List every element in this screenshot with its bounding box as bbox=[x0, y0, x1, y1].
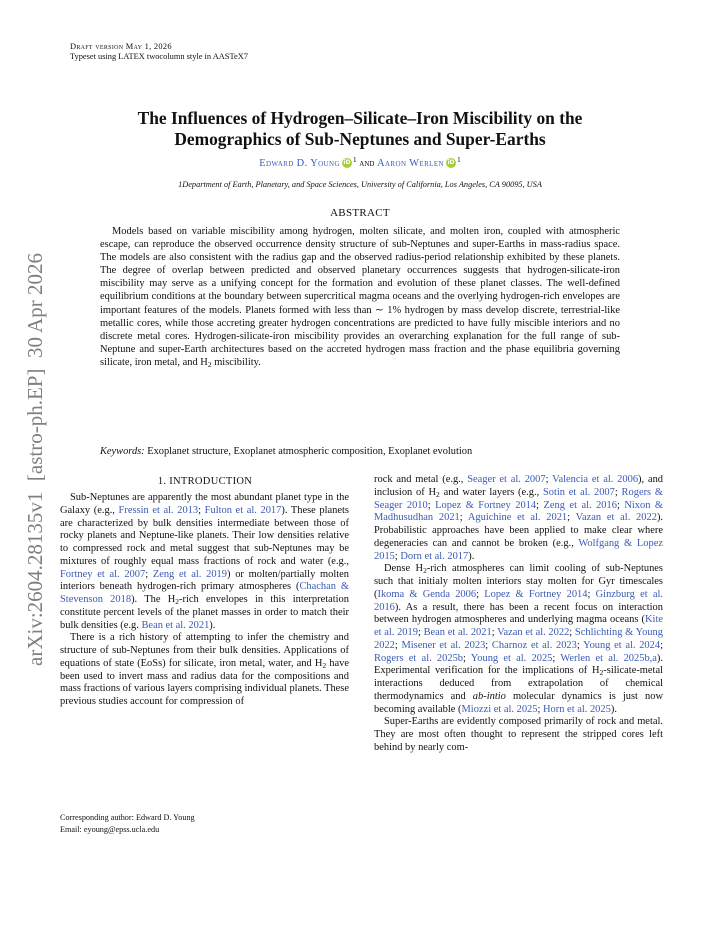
left-column bbox=[60, 492, 349, 709]
citation-link[interactable]: Chachan & Stevenson 2018 bbox=[60, 581, 349, 605]
citation-link[interactable]: Aguichine et al. 2021 bbox=[467, 512, 568, 524]
text-run: ; bbox=[567, 512, 576, 524]
citation-link[interactable]: Zeng et al. 2016 bbox=[543, 499, 617, 511]
citation-link[interactable]: Seager et al. 2007 bbox=[467, 474, 546, 485]
text-run: ; bbox=[394, 550, 401, 562]
author-2-affil-mark: 1 bbox=[456, 155, 461, 164]
subscript: 2 bbox=[322, 660, 327, 670]
citation-link[interactable]: Bean et al. 2021 bbox=[423, 627, 492, 638]
citation-link[interactable]: Bean et al. 2021 bbox=[141, 619, 210, 631]
text-run: ). Experimental verification for the implications of H bbox=[374, 652, 664, 677]
text-run: ; bbox=[576, 639, 584, 651]
text-run: ; bbox=[485, 639, 492, 651]
citation-link[interactable]: Vazan et al. 2022 bbox=[497, 627, 570, 638]
text-run: ; bbox=[394, 639, 402, 651]
corresponding-author: Corresponding author: Edward D. Young bbox=[60, 813, 195, 822]
author-conjunction: and bbox=[359, 158, 375, 169]
citation-link[interactable]: Lopez & Fortney 2014 bbox=[484, 588, 588, 600]
text-run: ) or molten/partially molten interiors beneath hydrogen-rich primary atmospheres ( bbox=[60, 568, 349, 593]
citation-link[interactable]: Charnoz et al. 2023 bbox=[491, 639, 577, 651]
text-run: ; bbox=[459, 512, 468, 524]
abstract-text bbox=[100, 225, 620, 369]
author-line bbox=[90, 155, 630, 169]
citation-link[interactable]: Wolfgang & Lopez 2015 bbox=[374, 537, 663, 562]
citation-link[interactable]: Dorn et al. 2017 bbox=[400, 550, 469, 562]
citation-link[interactable]: Misener et al. 2023 bbox=[401, 639, 486, 651]
draft-version-line bbox=[70, 42, 248, 52]
citation-link[interactable]: Rogers et al. 2025b bbox=[374, 652, 464, 664]
text-run: ; bbox=[614, 486, 622, 498]
author-2-name[interactable]: Aaron Werlen bbox=[377, 158, 444, 169]
citation-link[interactable]: Valencia et al. 2006 bbox=[552, 474, 639, 485]
keywords-list: Exoplanet structure, Exoplanet atmospheric composition, Exoplanet evolution bbox=[144, 446, 473, 457]
text-run: ; bbox=[427, 499, 436, 511]
text-run: molecular dynamics is just now becoming available ( bbox=[374, 690, 663, 715]
typeset-line: Typeset using LATEX twocolumn style in AASTeX7 bbox=[70, 52, 248, 61]
text-run: Super-Earths are evidently composed primarily of rock and metal. They are most often thought to represent the stripped cores left behind by nearly com- bbox=[374, 716, 663, 753]
subscript: 2 bbox=[436, 489, 440, 499]
draft-version-text: Draft version May 1, 2026 bbox=[70, 42, 172, 51]
arxiv-stamp[interactable]: arXiv:2604.28135v1 [astro-ph.EP] 30 Apr 2026 bbox=[23, 253, 47, 666]
author-email[interactable]: Email: eyoung@epss.ucla.edu bbox=[60, 825, 160, 834]
orcid-icon[interactable]: iD bbox=[447, 159, 455, 166]
citation-link[interactable]: Schlichting & Young 2022 bbox=[374, 627, 663, 651]
citation-link[interactable]: Fressin et al. 2013 bbox=[118, 504, 199, 516]
citation-link[interactable]: Sotin et al. 2007 bbox=[542, 486, 615, 498]
text-run: ). As a result, there has been a recent focus on interaction between hydrogen atmospheres and underlying magma oceans ( bbox=[374, 601, 663, 626]
footnote bbox=[60, 812, 350, 836]
text-run: ). bbox=[209, 619, 216, 631]
text-run: ). Probabilistic approaches have been applied to make clear where degeneracies can and cannot be broken (e.g., bbox=[374, 512, 664, 549]
keywords-label: Keywords: bbox=[100, 446, 145, 457]
citation-link[interactable]: Horn et al. 2025 bbox=[543, 703, 611, 715]
text-run: Sub-Neptunes are apparently the most abundant planet type in the Galaxy (e.g., bbox=[60, 492, 349, 516]
text-run: and water layers (e.g., bbox=[439, 486, 543, 498]
text-run: ; bbox=[587, 588, 596, 600]
text-run: have been used to invert mass and radius data for the compositions and mass fractions of various layers comprising individual planets. These previous studies account for compression of bbox=[60, 657, 349, 707]
abstract-end: miscibility. bbox=[211, 356, 261, 368]
citation-link[interactable]: Fortney et al. 2007 bbox=[60, 568, 146, 580]
text-run: ; bbox=[536, 499, 544, 511]
text-run: ; bbox=[417, 627, 424, 638]
author-1-name[interactable]: Edward D. Young bbox=[259, 158, 340, 169]
author-1-affil-mark: 1 bbox=[352, 155, 357, 164]
affiliation: 1Department of Earth, Planetary, and Space Sciences, University of California, Los Angeles, CA 90095, USA bbox=[178, 180, 542, 189]
text-run: ; bbox=[198, 504, 205, 516]
text-run: ; bbox=[552, 652, 561, 664]
citation-link[interactable]: Nixon & Madhusudhan 2021 bbox=[374, 499, 664, 524]
text-run: ; bbox=[537, 703, 543, 715]
text-run: -rich envelopes in this interpretation constitute percent levels of the planet masses in order to match their bulk densities (e.g. bbox=[60, 594, 349, 631]
abstract-subscript: 2 bbox=[207, 359, 212, 369]
text-run: ; bbox=[476, 588, 485, 600]
orcid-icon[interactable]: iD bbox=[343, 159, 351, 166]
paragraph bbox=[374, 716, 663, 754]
citation-link[interactable]: Zeng et al. 2019 bbox=[152, 568, 227, 580]
text-run: ; bbox=[569, 627, 575, 638]
citation-link[interactable]: Rogers & Seager 2010 bbox=[374, 486, 664, 511]
paragraph bbox=[374, 474, 663, 563]
text-run: Dense H bbox=[384, 563, 424, 575]
paragraph bbox=[60, 632, 349, 709]
text-run: ), and inclusion of H bbox=[374, 474, 664, 498]
citation-link[interactable]: Lopez & Fortney 2014 bbox=[435, 499, 537, 511]
paper-title: The Influences of Hydrogen–Silicate–Iron Miscibility on the Demographics of Sub-Neptunes and Super-Earths bbox=[137, 108, 583, 149]
italic-term: ab-intio bbox=[472, 690, 506, 702]
citation-link[interactable]: Ginzburg et al. 2016 bbox=[374, 588, 663, 613]
text-run: ; bbox=[660, 639, 663, 651]
text-run: ). These planets are characterized by bulk densities intermediate between those of rocky planets and Neptune-like planets. Their low densities relative to compressed rock and metal suggest that sub-Neptunes may be mixtures of roughly equal mass fractions of rock and water (e.g., bbox=[60, 504, 349, 567]
text-run: rock and metal (e.g., bbox=[374, 474, 468, 485]
text-run: ; bbox=[616, 499, 625, 511]
right-column bbox=[374, 474, 663, 755]
subscript: 2 bbox=[175, 597, 180, 606]
section-heading: 1. INTRODUCTION bbox=[157, 476, 253, 487]
text-run: ). bbox=[610, 703, 617, 715]
citation-link[interactable]: Young et al. 2024 bbox=[583, 639, 661, 651]
keywords bbox=[100, 446, 620, 457]
abstract-body: Models based on variable miscibility among hydrogen, molten silicate, and molten iron, coupled with atmospheric escape, can reproduce the observed occurrence density structure of sub-Neptunes and super-Earths in mass-radius space. The models are also consistent with the radius gap and the observed radius-period relationship exhibited by these planets. The degree of overlap between predicted and observed planetary occurrences suggests that hydrogen-silicate-iron miscibility may serve as a unifying concept for the formation and evolution of these planet classes. The well-defined equilibrium conditions at the boundary between supercritical magma oceans and the overlying hydrogen-rich envelopes are important features of the models. Planets formed with less than ∼ 1% hydrogen by mass develop discrete, terrestrial-like metallic cores, while those accreting greater hydrogen concentrations are predicted to have fully miscible interiors and no discrete metal cores. Hydrogen-silicate-iron miscibility provides an overarching explanation for the full range of sub-Neptune and super-Earth architectures based on the accreted hydrogen mass fraction and the phase equilibria governing silicate, iron metal, and H bbox=[100, 226, 620, 368]
subscript: 2 bbox=[599, 668, 604, 678]
paragraph bbox=[374, 563, 663, 716]
citation-link[interactable]: Miozzi et al. 2025 bbox=[461, 703, 538, 715]
text-run: ; bbox=[545, 474, 553, 485]
text-run: ; bbox=[145, 568, 153, 580]
paragraph bbox=[60, 492, 349, 632]
text-run: ). The H bbox=[131, 594, 176, 605]
citation-link[interactable]: Vazan et al. 2022 bbox=[575, 512, 657, 524]
citation-link[interactable]: Fulton et al. 2017 bbox=[204, 504, 282, 516]
subscript: 2 bbox=[423, 566, 427, 576]
text-run: ; bbox=[463, 652, 471, 664]
citation-link[interactable]: Werlen et al. 2025b,a bbox=[560, 652, 657, 664]
draft-header bbox=[70, 42, 248, 62]
citation-link[interactable]: Kite et al. 2019 bbox=[374, 614, 663, 638]
citation-link[interactable]: Ikoma & Genda 2006 bbox=[377, 588, 477, 600]
text-run: -silicate-metal interactions deduced from extrapolation of chemical thermodynamics and bbox=[374, 665, 663, 702]
text-run: -rich atmospheres can limit cooling of sub-Neptunes such that initialy molten interiors stay molten for Gyr timescales ( bbox=[374, 563, 663, 600]
citation-link[interactable]: Young et al. 2025 bbox=[470, 652, 553, 664]
text-run: There is a rich history of attempting to infer the chemistry and structure of sub-Neptunes from their bulk densities. Applications of equations of state (EoSs) for silicate, iron metal, water, and H bbox=[60, 632, 349, 669]
abstract-heading: ABSTRACT bbox=[330, 207, 390, 219]
text-run: ). bbox=[468, 550, 475, 562]
text-run: ; bbox=[491, 627, 498, 638]
